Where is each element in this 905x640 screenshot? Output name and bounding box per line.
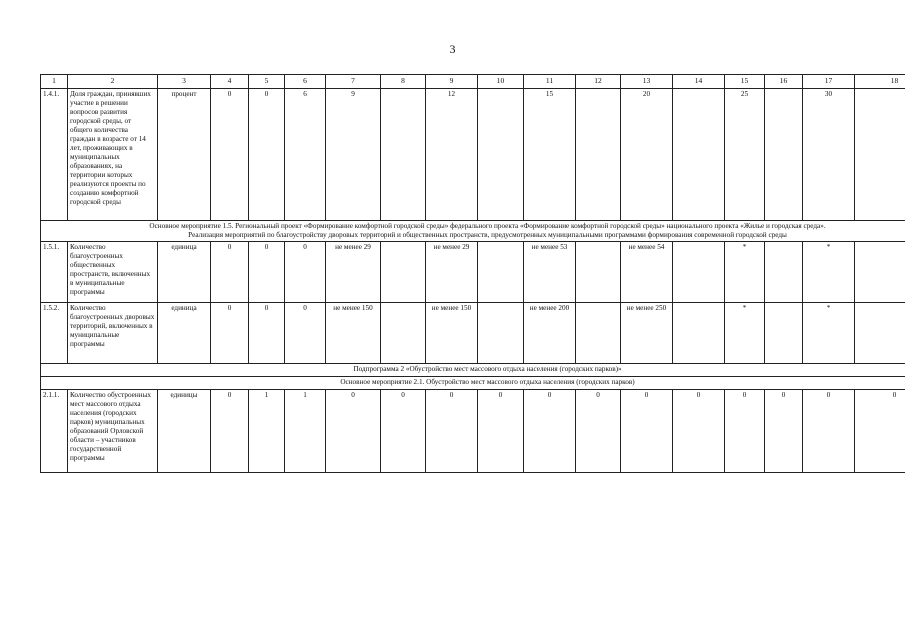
section-cell-1-5 [41,221,905,242]
value-cell [673,89,725,221]
section-row-2-1 [41,377,905,390]
value-cell [576,89,621,221]
value-cell [765,89,803,221]
row-name-cell: Доля граждан, принявших участие в решении вопросов развития городской среды, от общего количества граждан в возрасте от 14 лет, проживающих в муниципальных образованиях, на территории которых реализуются проекты по созданию комфортной городской среды [68,89,158,221]
value-cell: не менее 53 [524,242,576,303]
value-cell [381,89,426,221]
value-cell [765,303,803,364]
value-cell: 0 [249,303,285,364]
value-cell: не менее 29 [426,242,478,303]
value-cell: 0 [524,390,576,473]
row-unit-cell: единица [158,303,211,364]
header-cell: 14 [673,75,725,89]
row-unit-cell: единица [158,242,211,303]
value-cell: 12 [426,89,478,221]
row-name-cell: Количество обустроенных мест массового отдыха населения (городских парков) муниципальных образований Орловской области – участников государственной программы [68,390,158,473]
header-cell: 5 [249,75,285,89]
subprogram-2-title: Подпрограмма 2 «Обустройство мест массового отдыха населения (городских парков)» [41,364,905,377]
value-cell [855,303,905,364]
header-cell: 10 [478,75,524,89]
value-cell: 0 [765,390,803,473]
table-row-2-1-1 [41,390,905,473]
value-cell: 0 [478,390,524,473]
subprogram-row-2 [41,364,905,377]
value-cell: 0 [725,390,765,473]
table-row-1-4-1 [41,89,905,221]
header-cell: 18 [855,75,905,89]
value-cell: 6 [285,89,326,221]
header-cell: 1 [41,75,68,89]
value-cell: 0 [326,390,381,473]
value-cell: 0 [621,390,673,473]
value-cell: 30 [803,89,855,221]
value-cell: * [803,303,855,364]
header-cell: 3 [158,75,211,89]
value-cell: не менее 54 [621,242,673,303]
value-cell [478,89,524,221]
header-cell: 16 [765,75,803,89]
value-cell [673,242,725,303]
value-cell: 1 [285,390,326,473]
value-cell: * [803,242,855,303]
value-cell [576,303,621,364]
value-cell: 0 [285,303,326,364]
value-cell [765,242,803,303]
value-cell: не менее 29 [326,242,381,303]
header-cell: 4 [211,75,249,89]
value-cell [576,242,621,303]
value-cell: 0 [211,303,249,364]
value-cell: 15 [524,89,576,221]
value-cell: 9 [326,89,381,221]
value-cell: 0 [211,242,249,303]
value-cell: 0 [249,242,285,303]
section-row-1-5 [41,221,905,242]
value-cell: 1 [249,390,285,473]
value-cell: 0 [211,89,249,221]
value-cell [381,242,426,303]
header-cell: 12 [576,75,621,89]
row-code-cell: 1.4.1. [41,89,68,221]
header-cell: 11 [524,75,576,89]
header-cell: 7 [326,75,381,89]
value-cell [673,303,725,364]
header-cell: 6 [285,75,326,89]
value-cell [478,242,524,303]
value-cell: не менее 150 [326,303,381,364]
value-cell: 0 [249,89,285,221]
section-2-1-title: Основное мероприятие 2.1. Обустройство мест массового отдыха населения (городских парков) [41,377,905,390]
value-cell: 0 [576,390,621,473]
section-1-5-line-1: Основное мероприятие 1.5. Региональный проект «Формирование комфортной городской среды» федерального проекта «Формирование комфортной городской среды» национального проекта «Жилье и городская среда». [149,222,826,230]
value-cell [855,89,905,221]
row-code-cell: 2.1.1. [41,390,68,473]
value-cell: * [725,303,765,364]
header-cell: 15 [725,75,765,89]
value-cell: не менее 250 [621,303,673,364]
header-cell: 17 [803,75,855,89]
value-cell: 0 [285,242,326,303]
header-cell: 9 [426,75,478,89]
page-number: 3 [449,42,456,56]
value-cell: 0 [426,390,478,473]
table-header-row [41,75,905,89]
value-cell [855,242,905,303]
row-name-cell: Количество благоустроенных общественных пространств, включенных в муниципальные программы [68,242,158,303]
value-cell: 0 [673,390,725,473]
value-cell: 20 [621,89,673,221]
value-cell: 0 [855,390,905,473]
row-code-cell: 1.5.2. [41,303,68,364]
section-1-5-line-2: Реализация мероприятий по благоустройству дворовых территорий и общественных пространств, предусмотренных муниципальными программами формирования современной городской среды [188,231,787,239]
row-unit-cell: процент [158,89,211,221]
row-unit-cell: единицы [158,390,211,473]
value-cell: 0 [803,390,855,473]
value-cell: не менее 200 [524,303,576,364]
header-cell: 8 [381,75,426,89]
row-name-cell: Количество благоустроенных дворовых территорий, включенных в муниципальные программы [68,303,158,364]
value-cell: 25 [725,89,765,221]
value-cell [478,303,524,364]
value-cell: 0 [211,390,249,473]
value-cell [381,303,426,364]
header-cell: 2 [68,75,158,89]
indicators-table [40,74,905,473]
row-code-cell: 1.5.1. [41,242,68,303]
table-row-1-5-1 [41,242,905,303]
value-cell: 0 [381,390,426,473]
header-cell: 13 [621,75,673,89]
table-row-1-5-2 [41,303,905,364]
value-cell: * [725,242,765,303]
value-cell: не менее 150 [426,303,478,364]
